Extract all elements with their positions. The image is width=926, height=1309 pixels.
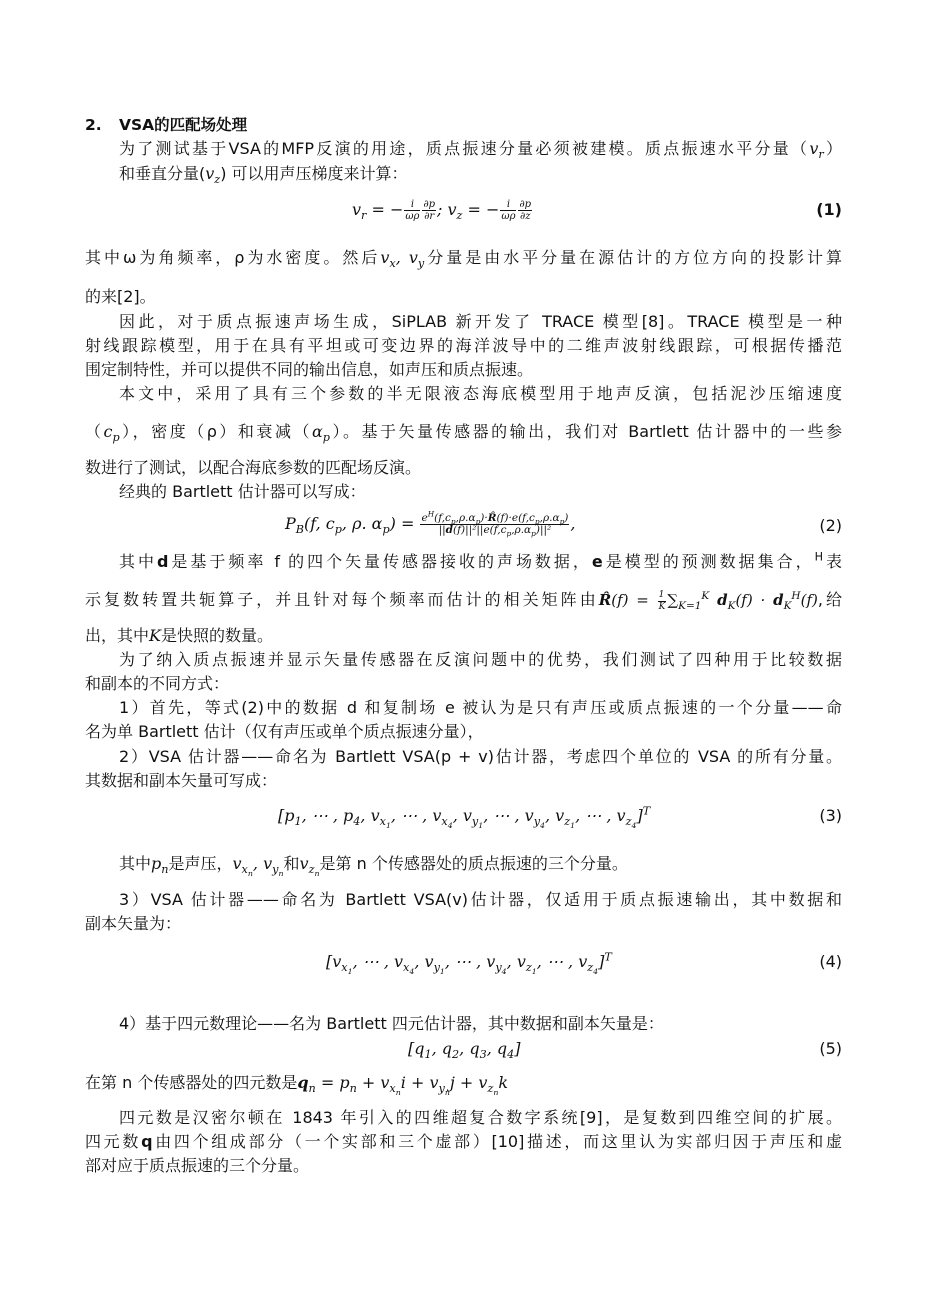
section-heading xyxy=(85,113,842,137)
paragraph-2-line-1: 其中ω为角频率，ρ为水密度。然后$v_x$, $v_y$分量是由水平分量在源估计的方位方向的投影计算 xyxy=(85,248,842,271)
equation-4-number: (4) xyxy=(819,952,842,971)
quaternion-formula: $q_n = p_n + v_{x_n}i + v_{y_n}j + v_{z_n}k$ xyxy=(297,1073,509,1098)
paragraph-4-line-2: $(c_p)$，密度（ρ）和衰减$(\alpha_p)$。基于矢量传感器的输出，我们对 Bartlett 估计器中的一些参 xyxy=(85,422,842,445)
equation-4: [$v_{x_1}$, ⋯ , $v_{x_4}$, $v_{y_1}$, ⋯ , $v_{y_4}$, $v_{z_1}$, ⋯ , $v_{z_4}]^T$ xyxy=(326,950,612,977)
paragraph-4-line-3: 数进行了测试，以配合海底参数的匹配场反演。 xyxy=(85,458,422,477)
equation-1-number: (1) xyxy=(816,200,842,219)
paragraph-6-line-1: 其中d是基于频率 f 的四个矢量传感器接收的声场数据，e是模型的预测数据集合，$^H$表 xyxy=(119,550,842,571)
equation-3-number: (3) xyxy=(819,806,842,825)
section-title: VSA的匹配场处理 xyxy=(119,116,248,134)
equation-1: $v_r$ = − $\frac{i}{\omega\rho}$ $\frac{\partial p}{\partial r}$ ; $v_z$ = − $\frac{i}{\omega\rho}$ $\frac{\partial p}{\partial z}$ xyxy=(352,199,532,223)
paragraph-2-line-2: 的来[2]。 xyxy=(85,287,156,306)
symbol-vr: $v_r$ xyxy=(809,139,824,162)
section-number: 2. xyxy=(85,116,102,134)
paragraph-6-line-2: 示复数转置共轭算子，并且针对每个频率而估计的相关矩阵由R̂(f) = $\frac{1}{K}$ $\sum_{K=1}^K$ $d_K(f) \cdot d_K^H(f)$,给 xyxy=(85,589,842,612)
equation-2: $P_B(f$, $c_p$, ρ. $\alpha_p$) = $\frac{e^H(f,c_p,\rho.\alpha_p)\cdot R̂(f)\cdot e(f,c_p,\rho.\alpha_p)}{||d(f)||^2||e(f,c_p,\rho.\alpha_p)||^2}$ , xyxy=(285,509,576,539)
paragraph-14-line-3: 部对应于质点振速的三个分量。 xyxy=(85,1156,310,1175)
equation-3: [$p_1$, ⋯ , $p_4$, $v_{x_1}$, ⋯ , $v_{x_4}$, $v_{y_1}$, ⋯ , $v_{y_4}$, $v_{z_1}$, ⋯ , $v_{z_4}]^T$ xyxy=(278,804,651,831)
paragraph-14-line-1: 四元数是汉密尔顿在 1843 年引入的四维超复合数字系统[9]，是复数到四维空间的扩展。 xyxy=(119,1108,842,1127)
paragraph-9-line-1: 2）VSA 估计器——命名为 Bartlett VSA(p + v)估计器，考虑四个单位的 VSA 的所有分量。 xyxy=(119,747,842,766)
paragraph-12-line-1: 4）基于四元数理论——名为 Bartlett 四元估计器，其中数据和副本矢量是： xyxy=(119,1014,664,1033)
paragraph-5-line-1: 经典的 Bartlett 估计器可以写成： xyxy=(119,482,366,501)
correlation-matrix-formula: R̂(f) = $\frac{1}{K}$ $\sum_{K=1}^K$ $d_K(f) \cdot d_K^H(f)$ xyxy=(598,589,818,612)
paragraph-10: 其中$p_n$是声压，$v_{x_n}$, $v_{y_n}$和$v_{z_n}$是第 n 个传感器处的质点振速的三个分量。 xyxy=(119,854,628,879)
paragraph-3-line-3: 围定制特性，并可以提供不同的输出信息，如声压和质点振速。 xyxy=(85,360,534,379)
equation-2-number: (2) xyxy=(819,516,842,535)
paragraph-3-line-2: 射线跟踪模型，用于在具有平坦或可变边界的海洋波导中的二维声波射线跟踪，可根据传播范 xyxy=(85,336,842,355)
symbol-vz: $v_z$ xyxy=(205,164,221,187)
paragraph-8-line-1: 1）首先，等式(2)中的数据 d 和复制场 e 被认为是只有声压或质点振速的一个分量——命 xyxy=(119,698,842,717)
paragraph-8-line-2: 名为单 Bartlett 估计（仅有声压或单个质点振速分量）， xyxy=(85,722,484,741)
paragraph-13-line-1: 在第 n 个传感器处的四元数是$q_n = p_n + v_{x_n}i + v_{y_n}j + v_{z_n}k$ xyxy=(85,1073,509,1098)
paragraph-1-line-1: 为了测试基于VSA的MFP反演的用途，质点振速分量必须被建模。质点振速水平分量$(v_r)$ xyxy=(119,139,842,162)
paragraph-9-line-2: 其数据和副本矢量可写成： xyxy=(85,771,278,790)
paragraph-3-line-1: 因此，对于质点振速声场生成，SiPLAB 新开发了 TRACE 模型[8]。TRACE 模型是一种 xyxy=(119,312,842,331)
equation-5-number: (5) xyxy=(819,1039,842,1058)
paragraph-11-line-2: 副本矢量为： xyxy=(85,914,182,933)
paragraph-6-line-3: 出，其中K是快照的数量。 xyxy=(85,626,273,645)
paragraph-1-line-2: 和垂直分量$(v_z)$ 可以用声压梯度来计算： xyxy=(119,164,408,187)
paragraph-7-line-1: 为了纳入质点振速并显示矢量传感器在反演问题中的优势，我们测试了四种用于比较数据 xyxy=(119,650,842,669)
paragraph-4-line-1: 本文中，采用了具有三个参数的半无限液态海底模型用于地声反演，包括泥沙压缩速度 xyxy=(119,384,842,403)
paragraph-14-line-2: 四元数q由四个组成部分（一个实部和三个虚部）[10]描述，而这里认为实部归因于声压和虚 xyxy=(85,1132,842,1151)
paragraph-11-line-1: 3）VSA 估计器——命名为 Bartlett VSA(v)估计器，仅适用于质点振速输出，其中数据和 xyxy=(119,890,842,909)
paragraph-7-line-2: 和副本的不同方式： xyxy=(85,674,230,693)
equation-5: [$q_1$, $q_2$, $q_3$, $q_4$] xyxy=(408,1039,521,1062)
